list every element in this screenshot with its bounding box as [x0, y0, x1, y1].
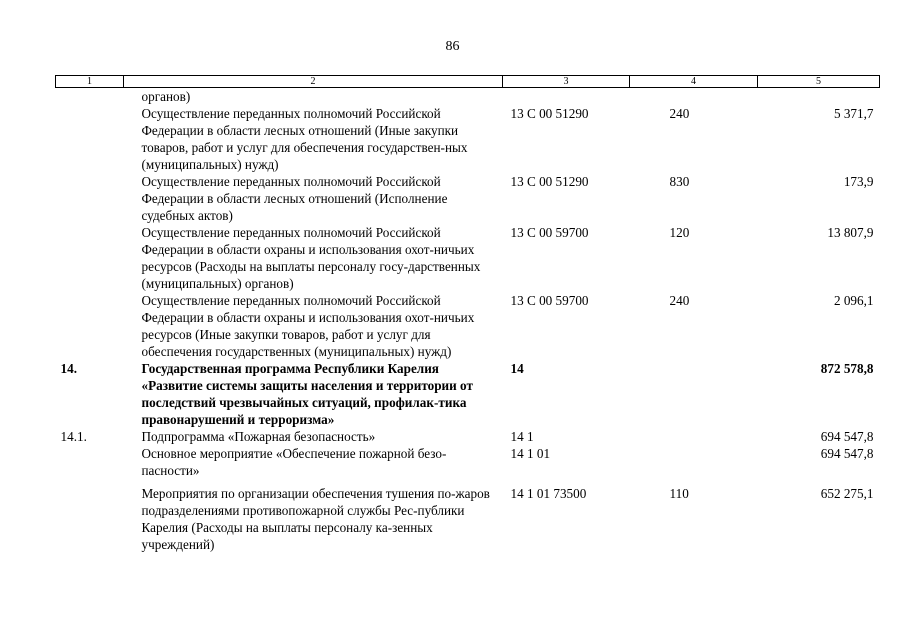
row-name: Мероприятия по организации обеспечения тушения по-жаров подразделениями противопожарной службы Рес-публики Карелия (Расходы на выплаты персоналу ка-зенных учреждений) [141, 486, 490, 552]
row-amount: 694 547,8 [820, 429, 874, 444]
row-number [56, 88, 124, 106]
table-header-row [56, 76, 880, 88]
row-expense-type [630, 88, 758, 106]
row-code: 13 С 00 59700 [510, 225, 589, 240]
column-header-4: 4 [630, 76, 758, 88]
row-amount [758, 88, 880, 106]
row-code [503, 88, 630, 106]
row-name: Осуществление переданных полномочий Российской Федерации в области лесных отношений (Исполнение судебных актов) [141, 174, 448, 223]
table-row [56, 292, 880, 360]
row-name: Осуществление переданных полномочий Российской Федерации в области охраны и использования охот-ничьих ресурсов (Расходы на выплаты персоналу госу-дарственных (муниципальных) органов) [141, 225, 481, 291]
page-number: 86 [445, 39, 460, 54]
column-header-3: 3 [503, 76, 630, 88]
row-name: Осуществление переданных полномочий Российской Федерации в области лесных отношений (Иные закупки товаров, работ и услуг для обеспечения государствен-ных (муниципальных) нужд) [141, 106, 468, 172]
row-code: 14 1 01 [510, 446, 551, 461]
row-number [56, 479, 124, 553]
column-header-2: 2 [124, 76, 503, 88]
budget-table [55, 75, 880, 553]
row-number [56, 173, 124, 224]
table-row [56, 88, 880, 106]
row-name: Осуществление переданных полномочий Российской Федерации в области охраны и использования охот-ничьих ресурсов (Иные закупки товаров, работ и услуг для обеспечения государственных (муниципальных) нужд) [141, 293, 475, 359]
row-number: 14.1. [60, 429, 87, 444]
row-number [56, 445, 124, 479]
row-number [56, 224, 124, 292]
row-amount: 694 547,8 [820, 446, 874, 461]
row-amount: 2 096,1 [833, 293, 874, 308]
row-expense-type [630, 360, 758, 428]
row-expense-type [630, 445, 758, 479]
row-name: Государственная программа Республики Карелия «Развитие системы защиты населения и территории от последствий чрезвычайных ситуаций, профилак-тика правонарушений и терроризма» [141, 361, 473, 427]
row-expense-type: 830 [669, 174, 690, 189]
column-header-5: 5 [758, 76, 880, 88]
row-name: Основное мероприятие «Обеспечение пожарной безо-пасности» [141, 446, 447, 478]
row-name: органов) [141, 89, 191, 104]
row-expense-type [630, 428, 758, 445]
row-expense-type: 240 [669, 293, 690, 308]
row-code: 13 С 00 51290 [510, 174, 589, 189]
row-number [56, 292, 124, 360]
row-expense-type: 110 [669, 486, 689, 501]
row-expense-type: 120 [669, 225, 690, 240]
row-amount: 5 371,7 [833, 106, 874, 121]
row-code: 14 1 01 73500 [510, 486, 587, 501]
table-row [56, 173, 880, 224]
row-code: 14 1 [510, 429, 534, 444]
row-amount: 13 807,9 [827, 225, 874, 240]
row-name: Подпрограмма «Пожарная безопасность» [141, 429, 376, 444]
row-code: 13 С 00 59700 [510, 293, 589, 308]
row-amount: 173,9 [843, 174, 874, 189]
row-amount: 652 275,1 [820, 486, 874, 501]
row-expense-type: 240 [669, 106, 690, 121]
row-number [56, 105, 124, 173]
table-row [56, 479, 880, 553]
table-row [56, 224, 880, 292]
table-row [56, 105, 880, 173]
table-row [56, 445, 880, 479]
row-number: 14. [60, 361, 77, 376]
column-header-1: 1 [56, 76, 124, 88]
row-code: 13 С 00 51290 [510, 106, 589, 121]
table-row-program [56, 360, 880, 428]
row-amount: 872 578,8 [820, 361, 874, 376]
row-code: 14 [510, 361, 524, 376]
table-row-subprogram [56, 428, 880, 445]
